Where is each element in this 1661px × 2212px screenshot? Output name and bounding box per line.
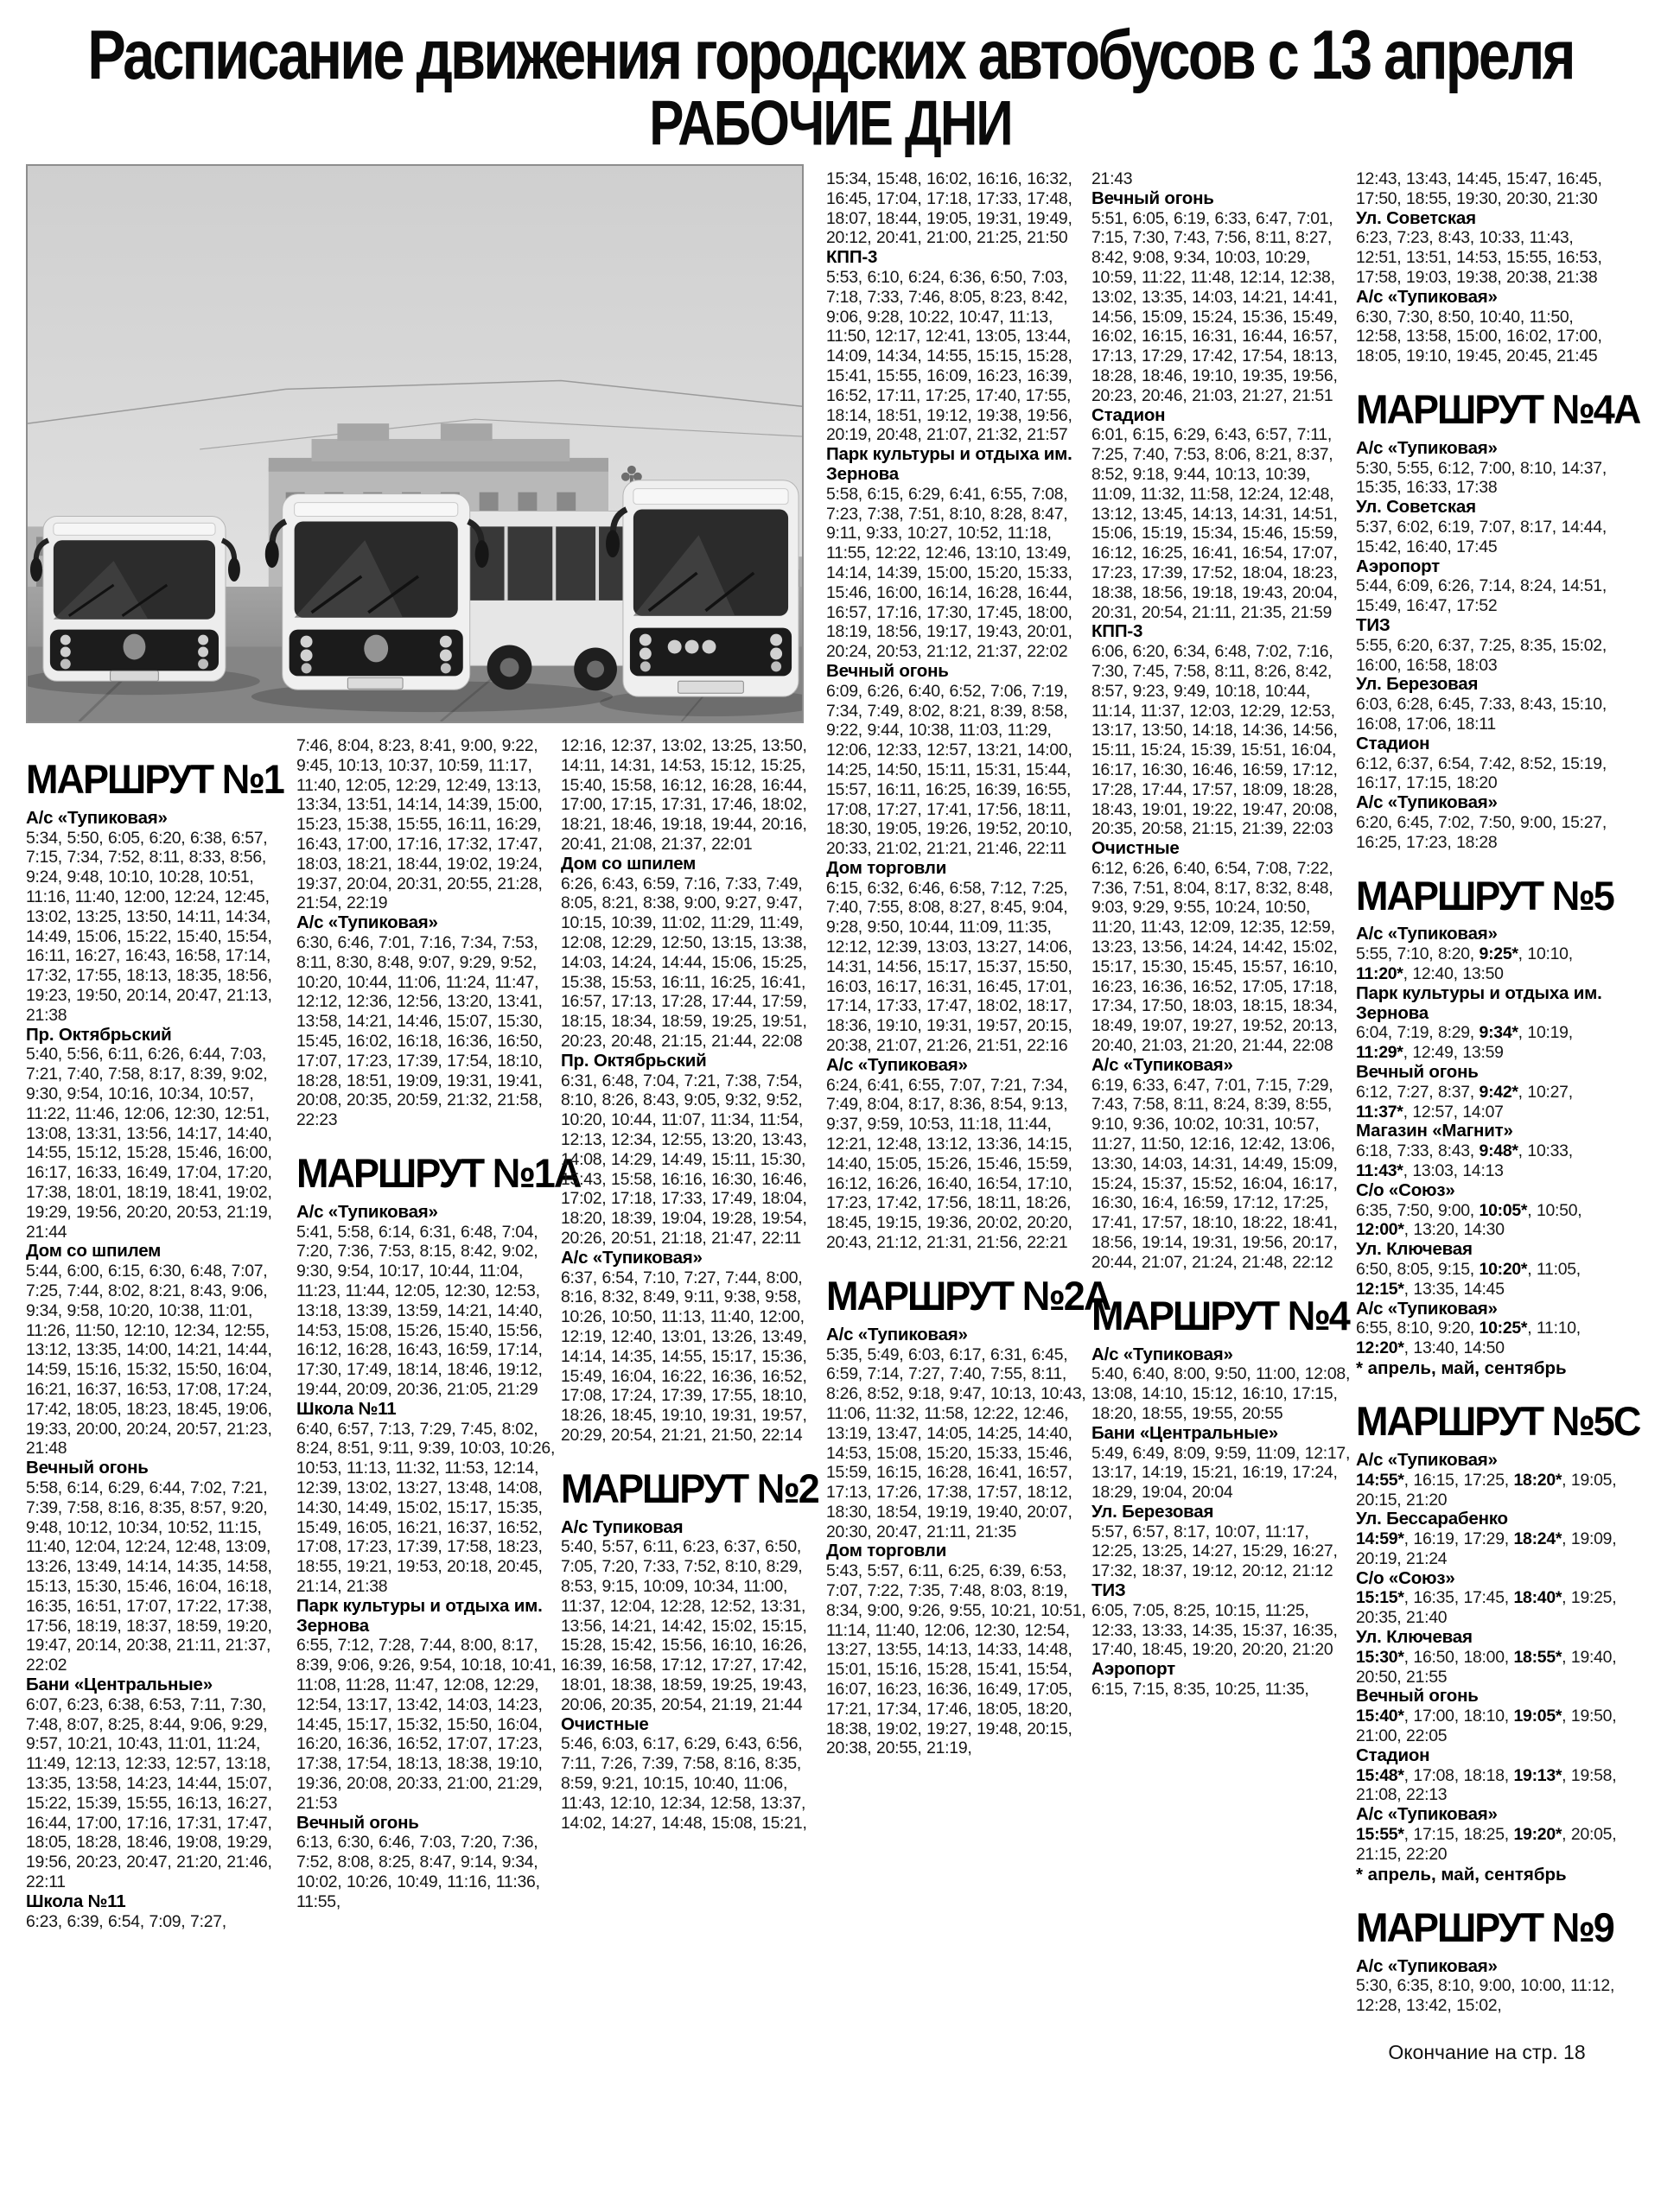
times-list: 6:06, 6:20, 6:34, 6:48, 7:02, 7:16, 7:30, 7:45, 7:58, 8:11, 8:26, 8:42, 8:57, 9:23, 9:49, 10:18, 10:44, 11:14, 11:37, 12:03, 12:29, 12:53, 13:17, 13:50, 14:18, 14:36, 14:56, 15:11, 15:24, 15:39, 15:51, 16:04, 16:17, 16:30, 16:46, 16:59, 17:12, 17:28, 17:44, 17:57, 18:09, 18:28, 18:43, 19:01, 19:22, 19:47, 20:08, 20:35, 20:58, 21:15, 21:39, 22:03 (1091, 642, 1338, 839)
stop-name: А/с «Тупиковая» (1356, 1804, 1498, 1825)
stop-name: А/с «Тупиковая» (1356, 792, 1498, 813)
times-list: 6:03, 6:28, 6:45, 7:33, 8:43, 15:10, 16:08, 17:06, 18:11 (1356, 695, 1607, 734)
season-note: * апрель, май, сентябрь (1356, 1864, 1567, 1885)
times-list: 6:31, 6:48, 7:04, 7:21, 7:38, 7:54, 8:10, 8:26, 8:43, 9:05, 9:32, 9:52, 10:20, 10:44, 11:07, 11:34, 11:54, 12:13, 12:34, 12:55, 13:20, 13:43, 14:08, 14:29, 14:49, 15:11, 15:30, 15:43, 15:58, 16:16, 16:30, 16:46, 17:02, 17:18, 17:33, 17:49, 18:04, 18:20, 18:39, 19:04, 19:28, 19:54, 20:26, 20:51, 21:18, 21:47, 22:11 (561, 1071, 807, 1248)
stop-name: А/с «Тупиковая» (1356, 1298, 1498, 1319)
times-list: 6:35, 7:50, 9:00, 10:05*, 10:50, 12:00*, 13:20, 14:30 (1356, 1200, 1582, 1240)
stop-name: А/с «Тупиковая» (26, 807, 168, 828)
schedule-column-3 (561, 736, 823, 1833)
stop-name: Дом со шпилем (561, 853, 697, 874)
route-header: МАРШРУТ №1А (296, 1149, 581, 1197)
times-list: 12:43, 13:43, 14:45, 15:47, 16:45, 17:50, 18:55, 19:30, 20:30, 21:30 (1356, 169, 1602, 208)
route-header: МАРШРУТ №4А (1356, 385, 1640, 433)
stop-name: А/с «Тупиковая» (1091, 1054, 1233, 1075)
times-list: 6:12, 6:26, 6:40, 6:54, 7:08, 7:22, 7:36, 7:51, 8:04, 8:17, 8:32, 8:48, 9:03, 9:29, 9:55, 10:24, 10:50, 11:20, 11:43, 12:09, 12:35, 12:59, 13:23, 13:56, 14:24, 14:42, 15:02, 15:17, 15:30, 15:45, 15:57, 16:10, 16:23, 16:36, 16:52, 17:05, 17:18, 17:34, 17:50, 18:03, 18:15, 18:34, 18:49, 19:07, 19:27, 19:52, 20:13, 20:40, 21:03, 21:20, 21:44, 22:08 (1091, 858, 1338, 1056)
stop-name: Аэропорт (1091, 1659, 1176, 1680)
stop-name: КПП-3 (1091, 621, 1143, 642)
stop-name: Очистные (561, 1713, 649, 1734)
times-list: 6:24, 6:41, 6:55, 7:07, 7:21, 7:34, 7:49, 8:04, 8:17, 8:36, 8:54, 9:13, 9:37, 9:59, 10:53, 11:18, 11:44, 12:21, 12:48, 13:12, 13:36, 14:15, 14:40, 15:05, 15:26, 15:46, 15:59, 16:12, 16:26, 16:40, 16:54, 17:10, 17:23, 17:42, 17:56, 18:11, 18:26, 18:45, 19:15, 19:36, 20:02, 20:20, 20:43, 21:12, 21:31, 21:56, 22:21 (826, 1075, 1072, 1253)
times-list: 5:53, 6:10, 6:24, 6:36, 6:50, 7:03, 7:18, 7:33, 7:46, 8:05, 8:23, 8:42, 9:06, 9:28, 10:22, 10:47, 11:13, 11:50, 12:17, 12:41, 13:05, 13:44, 14:09, 14:34, 14:55, 15:15, 15:28, 15:41, 15:55, 16:09, 16:23, 16:39, 16:52, 17:11, 17:25, 17:40, 17:55, 18:14, 18:51, 19:12, 19:38, 19:56, 20:19, 20:48, 21:07, 21:32, 21:57 (826, 267, 1072, 445)
times-list: 6:30, 7:30, 8:50, 10:40, 11:50, 12:58, 13:58, 15:00, 16:02, 17:00, 18:05, 19:10, 19:45, 20:45, 21:45 (1356, 307, 1602, 366)
stop-name: А/с «Тупиковая» (1356, 437, 1498, 458)
stop-name: Парк культуры и отдыха им. Зернова (826, 444, 1072, 484)
stop-name: Вечный огонь (26, 1458, 149, 1478)
stop-name: А/с «Тупиковая» (1356, 924, 1498, 944)
times-list: 5:51, 6:05, 6:19, 6:33, 6:47, 7:01, 7:15, 7:30, 7:43, 7:56, 8:11, 8:27, 8:42, 9:08, 9:34, 10:03, 10:29, 10:59, 11:22, 11:48, 12:14, 12:38, 13:02, 13:35, 14:03, 14:21, 14:41, 14:56, 15:09, 15:24, 15:36, 15:49, 16:02, 16:15, 16:31, 16:44, 16:57, 17:13, 17:29, 17:42, 17:54, 18:13, 18:28, 18:46, 19:10, 19:35, 19:56, 20:23, 20:46, 21:03, 21:27, 21:51 (1091, 208, 1338, 405)
times-list: 14:55*, 16:15, 17:25, 18:20*, 19:05, 20:15, 21:20 (1356, 1470, 1617, 1510)
route-header: МАРШРУТ №1 (26, 755, 283, 803)
page-subtitle: РАБОЧИЕ ДНИ (649, 87, 1012, 159)
route-header: МАРШРУТ №5С (1356, 1397, 1640, 1445)
times-list: 7:46, 8:04, 8:23, 8:41, 9:00, 9:22, 9:45, 10:13, 10:37, 10:59, 11:17, 11:40, 12:05, 12:29, 12:49, 13:13, 13:34, 13:51, 14:14, 14:39, 15:00, 15:23, 15:38, 15:55, 16:11, 16:29, 16:43, 17:00, 17:16, 17:32, 17:47, 18:03, 18:21, 18:44, 19:02, 19:24, 19:37, 20:04, 20:31, 20:55, 21:28, 21:54, 22:19 (296, 736, 543, 913)
times-list: 5:30, 5:55, 6:12, 7:00, 8:10, 14:37, 15:35, 16:33, 17:38 (1356, 458, 1607, 498)
stop-name: ТИЗ (1091, 1580, 1126, 1601)
stop-name: А/с «Тупиковая» (296, 1201, 438, 1222)
stop-name: А/с «Тупиковая» (826, 1324, 968, 1344)
times-list: 6:12, 7:27, 8:37, 9:42*, 10:27, 11:37*, 12:57, 14:07 (1356, 1082, 1573, 1122)
stop-name: Ул. Ключевая (1356, 1239, 1473, 1260)
times-list: 5:58, 6:15, 6:29, 6:41, 6:55, 7:08, 7:23, 7:38, 7:51, 8:10, 8:28, 8:47, 9:11, 9:33, 10:27, 10:52, 11:18, 11:55, 12:22, 12:46, 13:10, 13:49, 14:14, 14:39, 15:00, 15:20, 15:33, 15:46, 16:00, 16:14, 16:28, 16:44, 16:57, 17:16, 17:30, 17:45, 18:00, 18:19, 18:56, 19:17, 19:43, 20:01, 20:24, 20:53, 21:12, 21:37, 22:02 (826, 484, 1072, 662)
stop-name: Ул. Березовая (1091, 1501, 1214, 1522)
stop-name: Вечный огонь (826, 660, 949, 681)
times-list: 15:48*, 17:08, 18:18, 19:13*, 19:58, 21:08, 22:13 (1356, 1765, 1617, 1805)
times-list: 6:09, 6:26, 6:40, 6:52, 7:06, 7:19, 7:34, 7:49, 8:02, 8:21, 8:39, 8:58, 9:22, 9:44, 10:38, 11:03, 11:29, 12:06, 12:33, 12:57, 13:21, 14:00, 14:25, 14:50, 15:11, 15:31, 15:44, 15:57, 16:11, 16:25, 16:39, 16:55, 17:08, 17:27, 17:41, 17:56, 18:11, 18:30, 19:05, 19:26, 19:52, 20:10, 20:33, 21:02, 21:21, 21:46, 22:11 (826, 681, 1072, 859)
times-list: 5:46, 6:03, 6:17, 6:29, 6:43, 6:56, 7:11, 7:26, 7:39, 7:58, 8:16, 8:35, 8:59, 9:21, 10:15, 10:40, 11:06, 11:43, 12:10, 12:34, 12:58, 13:37, 14:02, 14:27, 14:48, 15:08, 15:21, (561, 1734, 807, 1833)
route-header: МАРШРУТ №5 (1356, 872, 1613, 919)
stop-name: Парк культуры и отдыха им. Зернова (296, 1595, 543, 1636)
times-list: 21:43 (1091, 169, 1133, 188)
stop-name: Стадион (1356, 733, 1430, 753)
times-list: 15:34, 15:48, 16:02, 16:16, 16:32, 16:45, 17:04, 17:18, 17:33, 17:48, 18:07, 18:44, 19:05, 19:31, 19:49, 20:12, 20:41, 21:00, 21:25, 21:50 (826, 169, 1072, 248)
schedule-column-5 (1091, 169, 1353, 1700)
times-list: 5:55, 7:10, 8:20, 9:25*, 10:10, 11:20*, 12:40, 13:50 (1356, 944, 1573, 984)
route-header: МАРШРУТ №4 (1091, 1292, 1349, 1339)
stop-name: Дом торговли (826, 857, 947, 878)
times-list: 6:50, 8:05, 9:15, 10:20*, 11:05, 12:15*, 13:35, 14:45 (1356, 1260, 1581, 1299)
times-list: 15:30*, 16:50, 18:00, 18:55*, 19:40, 20:50, 21:55 (1356, 1647, 1617, 1687)
stop-name: Бани «Центральные» (1091, 1422, 1278, 1443)
stop-name: Ул. Советская (1356, 497, 1476, 518)
times-list: 14:59*, 16:19, 17:29, 18:24*, 19:09, 20:19, 21:24 (1356, 1529, 1617, 1568)
stop-name: А/с «Тупиковая» (826, 1054, 968, 1075)
times-list: 6:55, 7:12, 7:28, 7:44, 8:00, 8:17, 8:39, 9:06, 9:26, 9:54, 10:18, 10:41, 11:08, 11:28, 11:47, 12:08, 12:29, 12:54, 13:17, 13:42, 14:03, 14:23, 14:45, 15:17, 15:32, 15:50, 16:04, 16:20, 16:36, 16:52, 17:07, 17:23, 17:38, 17:54, 18:13, 18:38, 19:10, 19:36, 20:08, 20:33, 21:00, 21:29, 21:53 (296, 1636, 557, 1813)
times-list: 5:35, 5:49, 6:03, 6:17, 6:31, 6:45, 6:59, 7:14, 7:27, 7:40, 7:55, 8:11, 8:26, 8:52, 9:18, 9:47, 10:13, 10:43, 11:06, 11:32, 11:58, 12:22, 12:46, 13:19, 13:47, 14:05, 14:25, 14:40, 14:53, 15:08, 15:20, 15:33, 15:46, 15:59, 16:15, 16:28, 16:41, 16:57, 17:13, 17:26, 17:38, 17:57, 18:12, 18:30, 18:54, 19:19, 19:40, 20:07, 20:30, 20:47, 21:11, 21:35 (826, 1344, 1086, 1541)
times-list: 5:58, 6:14, 6:29, 6:44, 7:02, 7:21, 7:39, 7:58, 8:16, 8:35, 8:57, 9:20, 9:48, 10:12, 10:34, 10:52, 11:15, 11:40, 12:04, 12:24, 12:48, 13:09, 13:26, 13:49, 14:14, 14:35, 14:58, 15:13, 15:30, 15:46, 16:04, 16:18, 16:35, 16:51, 17:07, 17:22, 17:38, 17:56, 18:19, 18:37, 18:59, 19:20, 19:47, 20:14, 20:38, 21:11, 21:37, 22:02 (26, 1478, 272, 1675)
stop-name: Очистные (1091, 838, 1180, 859)
times-list: 5:57, 6:57, 8:17, 10:07, 11:17, 12:25, 13:25, 14:27, 15:29, 16:27, 17:32, 18:37, 19:12, 20:12, 21:12 (1091, 1522, 1338, 1581)
times-list: 6:15, 6:32, 6:46, 6:58, 7:12, 7:25, 7:40, 7:55, 8:08, 8:27, 8:45, 9:04, 9:28, 9:50, 10:44, 11:09, 11:35, 12:12, 12:39, 13:03, 13:27, 14:06, 14:31, 14:56, 15:17, 15:37, 15:50, 16:03, 16:17, 16:31, 16:45, 17:01, 17:14, 17:33, 17:47, 18:02, 18:17, 18:36, 19:10, 19:31, 19:57, 20:15, 20:38, 21:07, 21:26, 21:51, 22:16 (826, 878, 1072, 1056)
times-list: 6:07, 6:23, 6:38, 6:53, 7:11, 7:30, 7:48, 8:07, 8:25, 8:44, 9:06, 9:29, 9:57, 10:21, 10:43, 11:01, 11:24, 11:49, 12:13, 12:33, 12:57, 13:18, 13:35, 13:58, 14:23, 14:44, 15:07, 15:22, 15:39, 15:55, 16:13, 16:27, 16:44, 17:00, 17:16, 17:31, 17:47, 18:05, 18:28, 18:46, 19:08, 19:29, 19:56, 20:23, 20:47, 21:20, 21:46, 22:11 (26, 1694, 272, 1891)
season-note: * апрель, май, сентябрь (1356, 1358, 1567, 1379)
stop-name: Дом торговли (826, 1541, 947, 1561)
times-list: 6:13, 6:30, 6:46, 7:03, 7:20, 7:36, 7:52, 8:08, 8:25, 8:47, 9:14, 9:34, 10:02, 10:26, 10:49, 11:16, 11:36, 11:55, (296, 1833, 540, 1911)
times-list: 15:55*, 17:15, 18:25, 19:20*, 20:05, 21:15, 22:20 (1356, 1825, 1617, 1864)
continuation-note: Окончание на стр. 18 (1388, 2040, 1586, 2063)
times-list: 15:15*, 16:35, 17:45, 18:40*, 19:25, 20:35, 21:40 (1356, 1588, 1617, 1628)
times-list: 6:01, 6:15, 6:29, 6:43, 6:57, 7:11, 7:25, 7:40, 7:53, 8:06, 8:21, 8:37, 8:52, 9:18, 9:44, 10:13, 10:39, 11:09, 11:32, 11:58, 12:24, 12:48, 13:12, 13:45, 14:13, 14:31, 14:51, 15:06, 15:19, 15:34, 15:46, 15:59, 16:12, 16:25, 16:41, 16:54, 17:07, 17:23, 17:39, 17:52, 18:04, 18:23, 18:38, 18:56, 19:18, 19:43, 20:04, 20:31, 20:54, 21:11, 21:35, 21:59 (1091, 425, 1338, 622)
times-list: 6:30, 6:46, 7:01, 7:16, 7:34, 7:53, 8:11, 8:30, 8:48, 9:07, 9:29, 9:52, 10:20, 10:44, 11:06, 11:24, 11:47, 12:12, 12:36, 12:56, 13:20, 13:41, 13:58, 14:21, 14:46, 15:07, 15:30, 15:45, 16:02, 16:18, 16:36, 16:50, 17:07, 17:23, 17:39, 17:54, 18:10, 18:28, 18:51, 19:09, 19:31, 19:41, 20:08, 20:35, 20:59, 21:32, 21:58, 22:23 (296, 932, 543, 1130)
times-list: 6:15, 7:15, 8:35, 10:25, 11:35, (1091, 1680, 1309, 1700)
times-list: 6:18, 7:33, 8:43, 9:48*, 10:33, 11:43*, 13:03, 14:13 (1356, 1141, 1573, 1181)
stop-name: ТИЗ (1356, 615, 1391, 636)
schedule-column-6 (1356, 169, 1640, 2063)
stop-name: С/о «Союз» (1356, 1567, 1455, 1588)
times-list: 6:40, 6:57, 7:13, 7:29, 7:45, 8:02, 8:24, 8:51, 9:11, 9:39, 10:03, 10:26, 10:53, 11:13, 11:32, 11:53, 12:14, 12:39, 13:02, 13:27, 13:48, 14:08, 14:30, 14:49, 15:02, 15:17, 15:35, 15:49, 16:05, 16:21, 16:37, 16:52, 17:08, 17:23, 17:39, 17:58, 18:23, 18:55, 19:21, 19:53, 20:18, 20:45, 21:14, 21:38 (296, 1419, 556, 1596)
stop-name: А/с «Тупиковая» (561, 1247, 703, 1268)
times-list: 5:40, 6:40, 8:00, 9:50, 11:00, 12:08, 13:08, 14:10, 15:12, 16:10, 17:15, 18:20, 18:55, 19:55, 20:55 (1091, 1364, 1351, 1423)
route-header: МАРШРУТ №9 (1356, 1904, 1613, 1951)
route-header: МАРШРУТ №2А (826, 1272, 1111, 1319)
times-list: 5:40, 5:56, 6:11, 6:26, 6:44, 7:03, 7:21, 7:40, 7:58, 8:17, 8:39, 9:02, 9:30, 9:54, 10:16, 10:34, 10:57, 11:22, 11:46, 12:06, 12:30, 12:51, 13:08, 13:31, 13:56, 14:17, 14:40, 14:55, 15:12, 15:28, 15:46, 16:00, 16:17, 16:33, 16:49, 17:04, 17:20, 17:38, 18:01, 18:19, 18:41, 19:02, 19:29, 19:56, 20:20, 20:53, 21:19, 21:44 (26, 1045, 272, 1242)
times-list: 6:26, 6:43, 6:59, 7:16, 7:33, 7:49, 8:05, 8:21, 8:38, 9:00, 9:27, 9:47, 10:15, 10:39, 11:02, 11:29, 11:49, 12:08, 12:29, 12:50, 13:15, 13:38, 14:03, 14:24, 14:44, 15:06, 15:25, 15:38, 15:53, 16:11, 16:25, 16:41, 16:57, 17:13, 17:28, 17:44, 17:59, 18:15, 18:34, 18:59, 19:25, 19:51, 20:23, 20:48, 21:15, 21:44, 22:08 (561, 874, 807, 1051)
times-list: 6:04, 7:19, 8:29, 9:34*, 10:19, 11:29*, 12:49, 13:59 (1356, 1023, 1573, 1063)
times-list: 5:49, 6:49, 8:09, 9:59, 11:09, 12:17, 13:17, 14:19, 15:21, 16:19, 17:24, 18:29, 19:04, 20:04 (1091, 1443, 1351, 1503)
stop-name: Вечный огонь (296, 1812, 419, 1833)
times-list: 5:44, 6:09, 6:26, 7:14, 8:24, 14:51, 15:49, 16:47, 17:52 (1356, 576, 1607, 616)
stop-name: А/с «Тупиковая» (296, 912, 438, 933)
times-list: 6:20, 6:45, 7:02, 7:50, 9:00, 15:27, 16:25, 17:23, 18:28 (1356, 813, 1607, 852)
schedule-column-2 (296, 736, 581, 1912)
stop-name: А/с «Тупиковая» (1356, 286, 1498, 307)
times-list: 5:37, 6:02, 6:19, 7:07, 8:17, 14:44, 15:42, 16:40, 17:45 (1356, 518, 1607, 556)
times-list: 5:40, 5:57, 6:11, 6:23, 6:37, 6:50, 7:05, 7:20, 7:33, 7:52, 8:10, 8:29, 8:53, 9:15, 10:09, 10:34, 11:00, 11:37, 12:04, 12:28, 12:52, 13:31, 13:56, 14:21, 14:42, 15:02, 15:15, 15:28, 15:42, 15:56, 16:10, 16:26, 16:39, 16:58, 17:12, 17:27, 17:42, 18:01, 18:38, 18:59, 19:25, 19:43, 20:06, 20:35, 20:54, 21:19, 21:44 (561, 1537, 807, 1714)
times-list: 6:23, 7:23, 8:43, 10:33, 11:43, 12:51, 13:51, 14:53, 15:55, 16:53, 17:58, 19:03, 19:38, 20:38, 21:38 (1356, 228, 1602, 287)
bus-center (265, 494, 489, 690)
stop-name: Ул. Березовая (1356, 674, 1479, 695)
stop-name: Ул. Советская (1356, 207, 1476, 228)
page-title: Расписание движения городских автобусов с 13 апреля (87, 16, 1574, 95)
times-list: 5:41, 5:58, 6:14, 6:31, 6:48, 7:04, 7:20, 7:36, 7:53, 8:15, 8:42, 9:02, 9:30, 9:54, 10:17, 10:44, 11:04, 11:23, 11:44, 12:05, 12:30, 12:53, 13:18, 13:39, 13:59, 14:21, 14:40, 14:53, 15:08, 15:26, 15:40, 15:56, 16:12, 16:28, 16:43, 16:59, 17:14, 17:30, 17:49, 18:14, 18:46, 19:12, 19:44, 20:09, 20:36, 21:05, 21:29 (296, 1222, 543, 1399)
stop-name: Ул. Ключевая (1356, 1627, 1473, 1648)
stop-name: Пр. Октябрьский (26, 1024, 172, 1045)
times-list: 6:19, 6:33, 6:47, 7:01, 7:15, 7:29, 7:43, 7:58, 8:11, 8:24, 8:39, 8:55, 9:10, 9:36, 10:02, 10:31, 10:57, 11:27, 11:50, 12:16, 12:42, 13:06, 13:30, 14:03, 14:31, 14:49, 15:09, 15:24, 15:37, 15:52, 16:04, 16:17, 16:30, 16:4, 16:59, 17:12, 17:25, 17:41, 17:57, 18:10, 18:22, 18:41, 18:56, 19:14, 19:31, 19:56, 20:17, 20:44, 21:07, 21:24, 21:48, 22:12 (1091, 1075, 1338, 1272)
stop-name: А/с «Тупиковая» (1356, 1449, 1498, 1470)
times-list: 5:34, 5:50, 6:05, 6:20, 6:38, 6:57, 7:15, 7:34, 7:52, 8:11, 8:33, 8:56, 9:24, 9:48, 10:10, 10:28, 10:51, 11:16, 11:40, 12:00, 12:24, 12:45, 13:02, 13:25, 13:50, 14:11, 14:34, 14:49, 15:06, 15:22, 15:40, 15:54, 16:11, 16:27, 16:43, 16:58, 17:14, 17:32, 17:55, 18:13, 18:35, 18:56, 19:23, 19:50, 20:14, 20:47, 21:13, 21:38 (26, 828, 272, 1025)
stop-name: А/с «Тупиковая» (1356, 1955, 1498, 1976)
stop-name: Дом со шпилем (26, 1241, 162, 1262)
times-list: 6:12, 6:37, 6:54, 7:42, 8:52, 15:19, 16:17, 17:15, 18:20 (1356, 753, 1607, 793)
stop-name: Парк культуры и отдыха им. Зернова (1356, 982, 1602, 1023)
route-header: МАРШРУТ №2 (561, 1465, 818, 1512)
times-list: 6:55, 8:10, 9:20, 10:25*, 11:10, 12:20*, 13:40, 14:50 (1356, 1319, 1581, 1358)
buses-photo-illustration (28, 166, 802, 721)
stop-name: Школа №11 (296, 1398, 397, 1419)
times-list: 15:40*, 17:00, 18:10, 19:05*, 19:50, 21:00, 22:05 (1356, 1707, 1617, 1746)
schedule-column-1 (26, 736, 288, 1931)
times-list: 6:05, 7:05, 8:25, 10:15, 11:25, 12:33, 13:33, 14:35, 15:37, 16:35, 17:40, 18:45, 19:20, 20:20, 21:20 (1091, 1600, 1338, 1660)
stop-name: Вечный огонь (1356, 1686, 1479, 1707)
times-list: 6:37, 6:54, 7:10, 7:27, 7:44, 8:00, 8:16, 8:32, 8:49, 9:11, 9:38, 9:58, 10:26, 10:50, 11:13, 11:40, 12:00, 12:19, 12:40, 13:01, 13:26, 13:49, 14:14, 14:35, 14:55, 15:17, 15:36, 15:49, 16:04, 16:22, 16:36, 16:52, 17:08, 17:24, 17:39, 17:55, 18:10, 18:26, 18:45, 19:10, 19:31, 19:57, 20:29, 20:54, 21:21, 21:50, 22:14 (561, 1268, 807, 1445)
times-list: 12:16, 12:37, 13:02, 13:25, 13:50, 14:11, 14:31, 14:53, 15:12, 15:25, 15:40, 15:58, 16:12, 16:28, 16:44, 17:00, 17:15, 17:31, 17:46, 18:02, 18:21, 18:46, 19:18, 19:44, 20:16, 20:41, 21:08, 21:37, 22:01 (561, 736, 807, 854)
stop-name: А/с «Тупиковая» (1091, 1344, 1233, 1364)
stop-name: Стадион (1356, 1745, 1430, 1765)
bus-right (606, 480, 799, 696)
bus-left (30, 516, 240, 681)
stop-name: Вечный огонь (1091, 188, 1214, 208)
times-list: 6:23, 6:39, 6:54, 7:09, 7:27, (26, 1911, 226, 1931)
stop-name: А/с Тупиковая (561, 1516, 684, 1537)
stop-name: Вечный огонь (1356, 1062, 1479, 1083)
stop-name: Ул. Бессарабенко (1356, 1509, 1508, 1529)
stop-name: Пр. Октябрьский (561, 1050, 707, 1071)
stop-name: Стадион (1091, 404, 1166, 425)
times-list: 5:44, 6:00, 6:15, 6:30, 6:48, 7:07, 7:25, 7:44, 8:02, 8:21, 8:43, 9:06, 9:34, 9:58, 10:20, 10:38, 11:01, 11:26, 11:50, 12:10, 12:34, 12:55, 13:12, 13:35, 14:00, 14:21, 14:44, 14:59, 15:16, 15:32, 15:50, 16:04, 16:21, 16:37, 16:53, 17:08, 17:24, 17:42, 18:05, 18:23, 18:45, 19:06, 19:33, 20:00, 20:24, 20:57, 21:23, 21:48 (26, 1262, 272, 1459)
stop-name: КПП-3 (826, 247, 878, 268)
buses-photo (26, 164, 804, 723)
stop-name: Бани «Центральные» (26, 1674, 213, 1694)
stop-name: Магазин «Магнит» (1356, 1121, 1513, 1141)
times-list: 5:43, 5:57, 6:11, 6:25, 6:39, 6:53, 7:07, 7:22, 7:35, 7:48, 8:03, 8:19, 8:34, 9:00, 9:26, 9:55, 10:21, 10:51, 11:14, 11:40, 12:06, 12:30, 12:54, 13:27, 13:55, 14:13, 14:33, 14:48, 15:01, 15:16, 15:28, 15:41, 15:54, 16:07, 16:23, 16:36, 16:49, 17:05, 17:21, 17:34, 17:46, 18:05, 18:20, 18:38, 19:02, 19:27, 19:48, 20:15, 20:38, 20:55, 21:19, (826, 1561, 1086, 1758)
times-list: 5:30, 6:35, 8:10, 9:00, 10:00, 11:12, 12:28, 13:42, 15:02, (1356, 1976, 1615, 2016)
stop-name: С/о «Союз» (1356, 1179, 1455, 1200)
stop-name: Школа №11 (26, 1891, 126, 1911)
stop-name: Аэропорт (1356, 556, 1441, 576)
times-list: 5:55, 6:20, 6:37, 7:25, 8:35, 15:02, 16:00, 16:58, 18:03 (1356, 635, 1607, 675)
